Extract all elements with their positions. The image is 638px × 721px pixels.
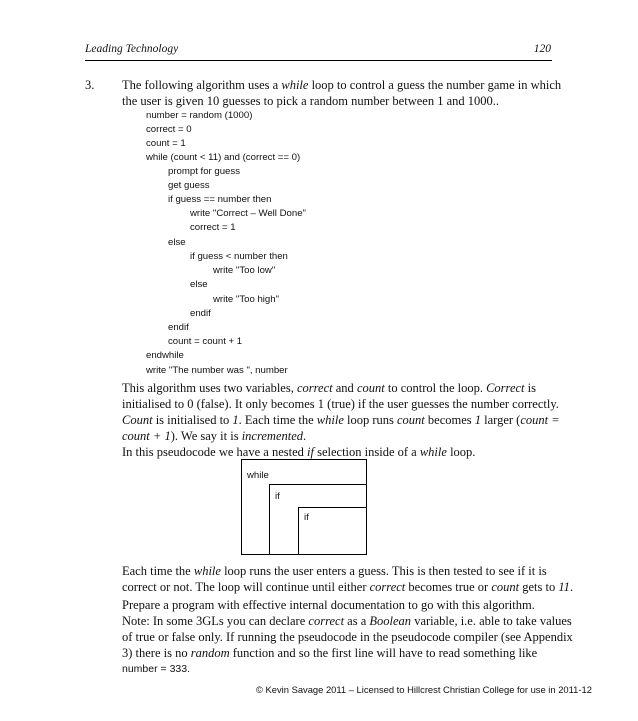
paragraph-3-line: Each time the while loop runs the user enters a guess. This is then tested to see if it is: [122, 564, 547, 578]
code-line: else: [168, 237, 186, 248]
while-block-label: while: [247, 470, 269, 481]
paragraph-3-line: correct or not. The loop will continue until either correct becomes true or count gets to 11.: [122, 580, 574, 594]
code-line: endif: [168, 322, 189, 333]
code-line: else: [190, 279, 208, 290]
code-line: endwhile: [146, 350, 184, 361]
if-inner-label: if: [304, 512, 309, 523]
paragraph-5-line: 3) there is no random function and so the first line will have to read something like: [122, 646, 538, 660]
code-line: write "Correct – Well Done": [190, 208, 306, 219]
book-title: Leading Technology: [85, 43, 179, 55]
paragraph-5-line: of true or false only. If running the pseudocode in the pseudocode compiler (see Appendix: [122, 630, 573, 644]
code-line: correct = 0: [146, 124, 192, 135]
if-outer-label: if: [275, 491, 280, 502]
code-line: get guess: [168, 180, 210, 191]
paragraph-1-line: This algorithm uses two variables, correct and count to control the loop. Correct is: [122, 381, 536, 395]
paragraph-1-line: count + 1). We say it is incremented.: [122, 429, 307, 443]
paragraph-1-line: initialised to 0 (false). It only becomes 1 (true) if the user guesses the number correctly.: [122, 397, 559, 411]
page-number: 120: [533, 43, 551, 55]
paragraph-2: In this pseudocode we have a nested if selection inside of a while loop.: [122, 445, 476, 459]
code-line: if guess == number then: [168, 194, 272, 205]
code-line: endif: [190, 308, 211, 319]
paragraph-5-line: Note: In some 3GLs you can declare correct as a Boolean variable, i.e. able to take values: [122, 614, 572, 628]
code-line: if guess < number then: [190, 251, 288, 262]
paragraph-1-line: Count is initialised to 1. Each time the while loop runs count becomes 1 larger (count =: [122, 413, 560, 427]
code-line: write "Too high": [213, 294, 280, 305]
paragraph-4: Prepare a program with effective internal documentation to go with this algorithm.: [122, 598, 535, 612]
intro-line-2: the user is given 10 guesses to pick a random number between 1 and 1000..: [122, 94, 499, 108]
copyright-footer: © Kevin Savage 2011 – Licensed to Hillcrest Christian College for use in 2011-12: [256, 684, 592, 695]
code-line: count = 1: [146, 138, 186, 149]
code-line: count = count + 1: [168, 336, 243, 347]
code-line: prompt for guess: [168, 166, 240, 177]
code-line: number = random (1000): [146, 110, 253, 121]
code-line: while (count < 11) and (correct == 0): [146, 152, 301, 163]
paragraph-5-line: number = 333.: [122, 663, 191, 675]
item-number: 3.: [85, 78, 95, 92]
code-line: correct = 1: [190, 222, 236, 233]
code-line: write "The number was ", number: [146, 365, 288, 376]
intro-line-1: The following algorithm uses a while loop to control a guess the number game in which: [122, 78, 562, 92]
code-line: write "Too low": [213, 265, 276, 276]
header-rule: [85, 60, 552, 61]
